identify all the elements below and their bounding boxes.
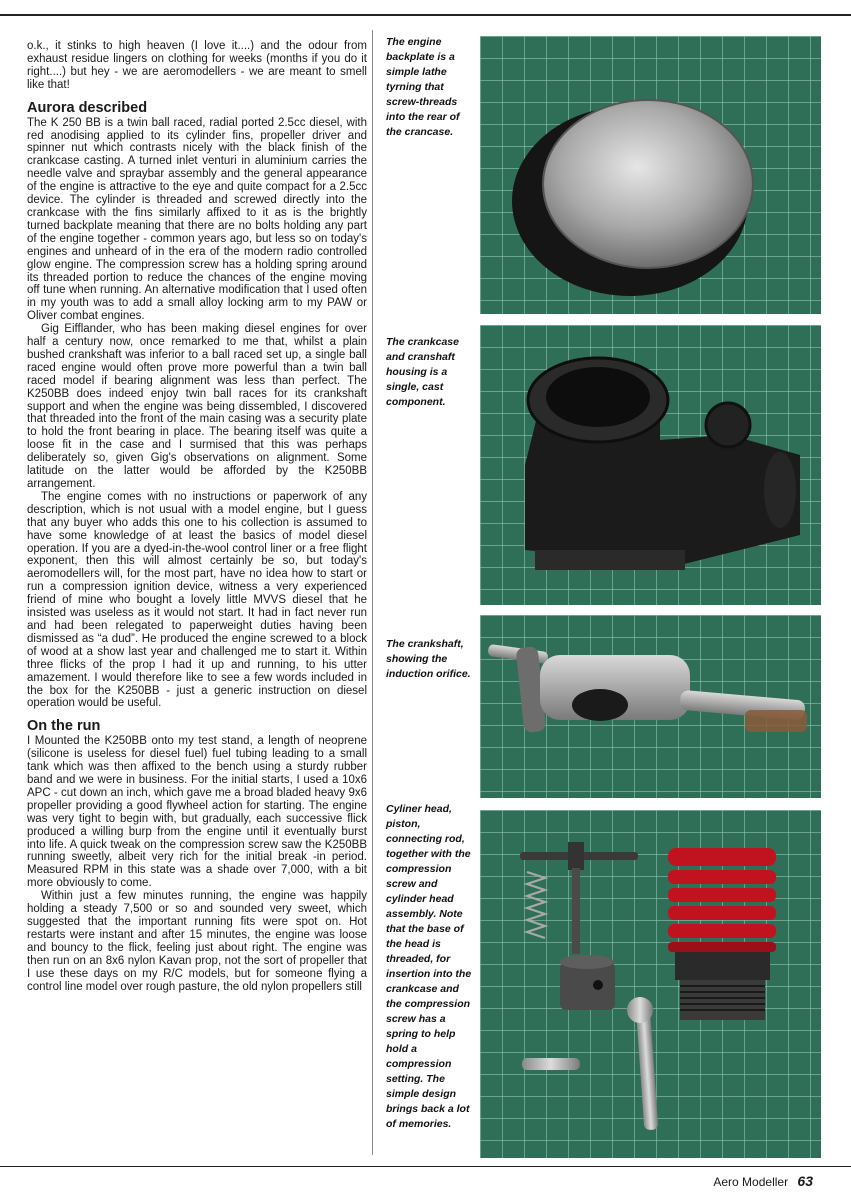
bottom-rule: [0, 1166, 851, 1167]
caption-crankcase: The crankcase and cranshaft housing is a single, cast component.: [386, 336, 459, 408]
section-heading-aurora: Aurora described: [27, 99, 148, 116]
body-paragraph: The engine comes with no instructions or paperwork of any description, which is not usual with a model engine, but I guess that any buyer who adds this one to his collection is assumed to have some knowledge of at least the basics of model diesel operation. If you are a dyed-in-the-wool control liner or a free flight exponent, then this will almost certainly be so, but today's aeromodellers will, for the most part, have no idea how to start or run a compression ignition device, witness a very experienced friend of mine who bought a lovely little MVVS diesel that he insisted was useless as it would not start. It had in fact never run and had been relegated to paperweight duties having been dismissed as “a dud”. He produced the engine screwed to a block of wood at a show last year and challenged me to start it. Within three flicks of the prop I had it up and running, to his utter amazement. I would therefore like to see a few words included in the box for the K250BB - just a generic instruction on diesel operation would be useful.: [27, 490, 367, 710]
body-paragraph: I Mounted the K250BB onto my test stand, a length of neoprene (silicone is useless for diesel fuel) fuel tubing leading to a small tank which was then affixed to the bench using a sturdy rubber band and we were in business. For the initial starts, I used a 10x6 APC - cut down an inch, which gave me a broad bladed heavy 9x6 propeller providing a good flywheel action for starting. The engine was very tight to begin with, but gradually, each successive flick produced a willing burp from the engine until it eventually burst into life. A quick tweak on the compression screw saw the K250BB running sweetly, albeit very rich for the initial break -in period. Measured RPM in this state was a shade over 7,000, with a bit more obviously to come.: [27, 735, 367, 890]
caption-cylinder-parts: Cyliner head, piston, connecting rod, together with the compression screw and cylinder head assembly. Note that the base of the head is threaded, for insertion into the crankcase and the compression screw has a spring to help hold a compression setting. The simple design brings back a lot of memories.: [386, 803, 472, 1130]
caption-backplate: The engine backplate is a simple lathe tyrning that screw-threads into the rear of the crancase.: [386, 36, 460, 138]
article-body: [27, 40, 367, 993]
photo-backplate: [480, 36, 821, 314]
column-divider: [372, 30, 373, 1155]
page-number: 63: [797, 1173, 813, 1189]
photo-cylinder-parts: [480, 810, 821, 1158]
red-cylinder-head: [668, 848, 776, 952]
photo-crankshaft: [480, 615, 821, 798]
page-footer: [713, 1173, 813, 1189]
magazine-name: Aero Modeller: [713, 1175, 789, 1189]
caption-crankshaft: The crankshaft, showing the induction orifice.: [386, 638, 471, 680]
body-paragraph: Gig Eifflander, who has been making diesel engines for over half a century now, once remarked to me that, whilst a plain bushed crankshaft was inferior to a ball raced set up, a single ball raced engine would often prove more powerful than a twin ball raced model if bearing alignment was less than perfect. The K250BB does indeed enjoy twin ball races for its crankshaft support and when the engine was being dissembled, I discovered that threaded into the front of the main casing was a security plate to hold the front bearing in place. The bearing itself was quite a loose fit in the case and I surmised that this was perhaps deliberately so, given Gig's observations on alignment. Some latitude on the latter would be afforded by the K250BB arrangement.: [27, 323, 367, 490]
intro-paragraph: o.k., it stinks to high heaven (I love it....) and the odour from exhaust residue lingers on clothing for weeks (months if you do it right....) but hey - we are aeromodellers - we are meant to smell like that!: [27, 40, 367, 91]
top-rule: [0, 14, 851, 16]
body-paragraph: The K 250 BB is a twin ball raced, radial ported 2.5cc diesel, with red anodising applied to its cylinder fins, propeller driver and spinner nut which contrasts nicely with the black finish of the crankcase casting. A turned inlet venturi in aluminium carries the needle valve and spraybar assembly and the general appearance of the engine is attractive to the eye and quite compact for a 2.5cc device. The cylinder is threaded and screwed directly into the crankcase with the fins similarly affixed to it as is the brightly turned backplate meaning that there are no bolts holding any part of the engine together - common years ago, but less so on today's engines and unheard of in the era of the modern radio controlled glow engine. The compression screw has a holding spring around its threaded portion to reduce the chances of the engine moving off tune when running. An alternative modification that I used often in my youth was to add a small alloy locking arm to my PAW or Oliver combat engines.: [27, 116, 367, 323]
section-heading-on-the-run: On the run: [27, 718, 101, 735]
photo-crankcase: [480, 325, 821, 605]
body-paragraph: Within just a few minutes running, the engine was happily holding a steady 7,500 or so and sounded very sweet, which suggested that the important running fits were spot on. Hot restarts were instant and after 15 minutes, the engine was loose and bouncy to the flick, feeling just about right. The engine was then run on an 8x6 nylon Kavan prop, not the sort of propeller that I use these days on my R/C models, but for someone flying a control line model over rough pasture, the old nylon propellers still: [27, 890, 367, 993]
